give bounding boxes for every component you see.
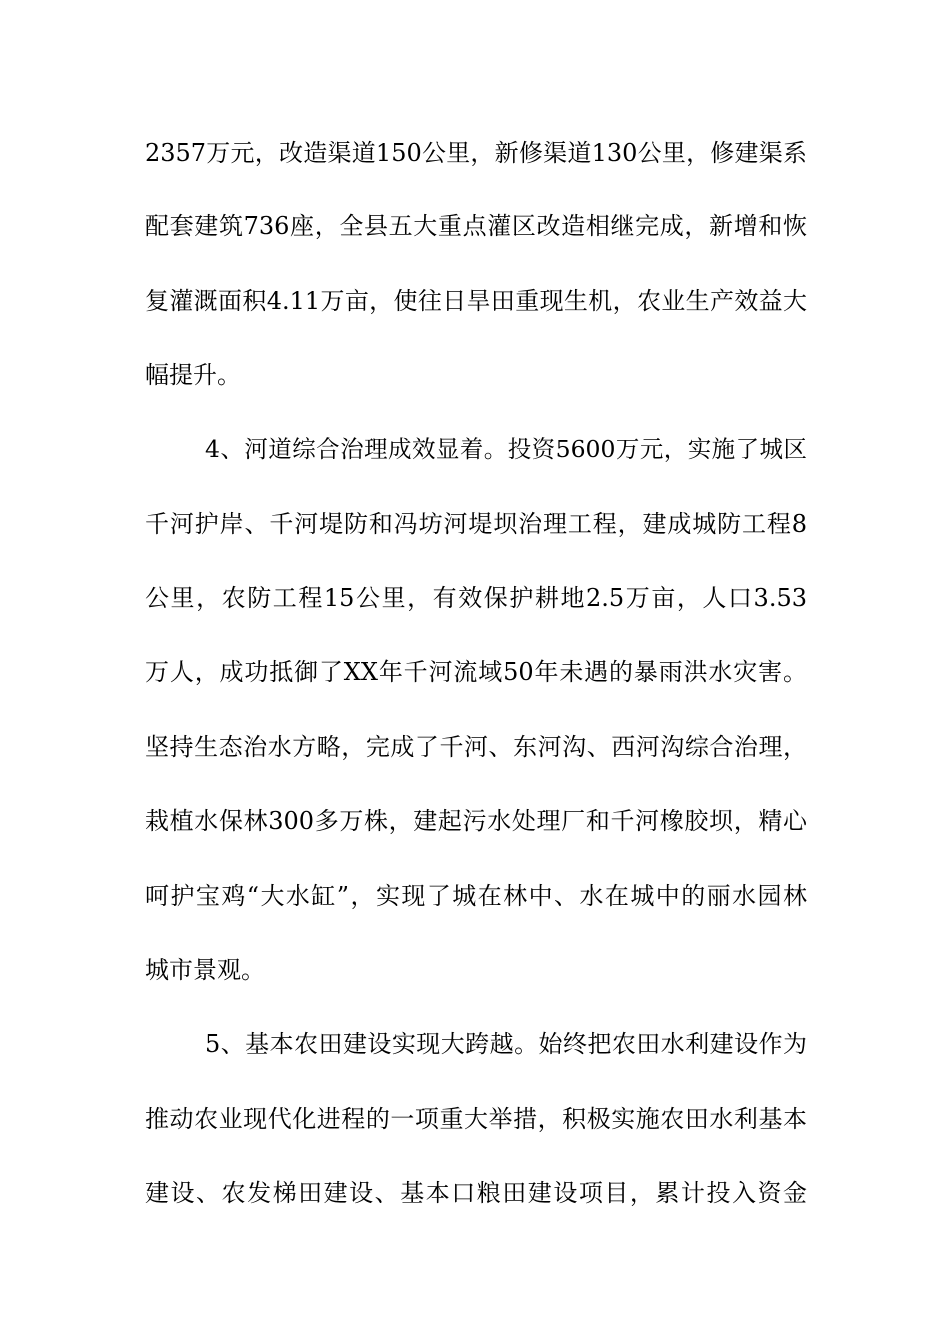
text-line-10: 栽植水保林300多万株，建起污水处理厂和千河橡胶坝，精心 bbox=[145, 807, 807, 835]
text-line-6: 千河护岸、千河堤防和冯坊河堤坝治理工程，建成城防工程8 bbox=[145, 510, 807, 538]
text-line-15: 建设、农发梯田建设、基本口粮田建设项目，累计投入资金 bbox=[145, 1179, 807, 1207]
text-line-12: 城市景观。 bbox=[145, 956, 265, 984]
text-line-8: 万人，成功抵御了XX年千河流域50年未遇的暴雨洪水灾害。 bbox=[145, 658, 807, 686]
text-line-7: 公里，农防工程15公里，有效保护耕地2.5万亩，人口3.53 bbox=[145, 584, 807, 612]
text-line-4: 幅提升。 bbox=[145, 361, 241, 389]
text-line-1: 2357万元，改造渠道150公里，新修渠道130公里，修建渠系 bbox=[145, 139, 807, 167]
text-line-3: 复灌溉面积4.11万亩，使往日旱田重现生机，农业生产效益大 bbox=[145, 287, 807, 315]
paragraph-4-start: 4、河道综合治理成效显着。投资5600万元，实施了城区 bbox=[205, 435, 807, 463]
text-line-9: 坚持生态治水方略，完成了千河、东河沟、西河沟综合治理， bbox=[145, 733, 807, 761]
paragraph-5-start: 5、基本农田建设实现大跨越。始终把农田水利建设作为 bbox=[205, 1030, 807, 1058]
text-line-2: 配套建筑736座，全县五大重点灌区改造相继完成，新增和恢 bbox=[145, 212, 807, 240]
text-line-11: 呵护宝鸡“大水缸”，实现了城在林中、水在城中的丽水园林 bbox=[145, 882, 807, 910]
text-line-14: 推动农业现代化进程的一项重大举措，积极实施农田水利基本 bbox=[145, 1105, 807, 1133]
